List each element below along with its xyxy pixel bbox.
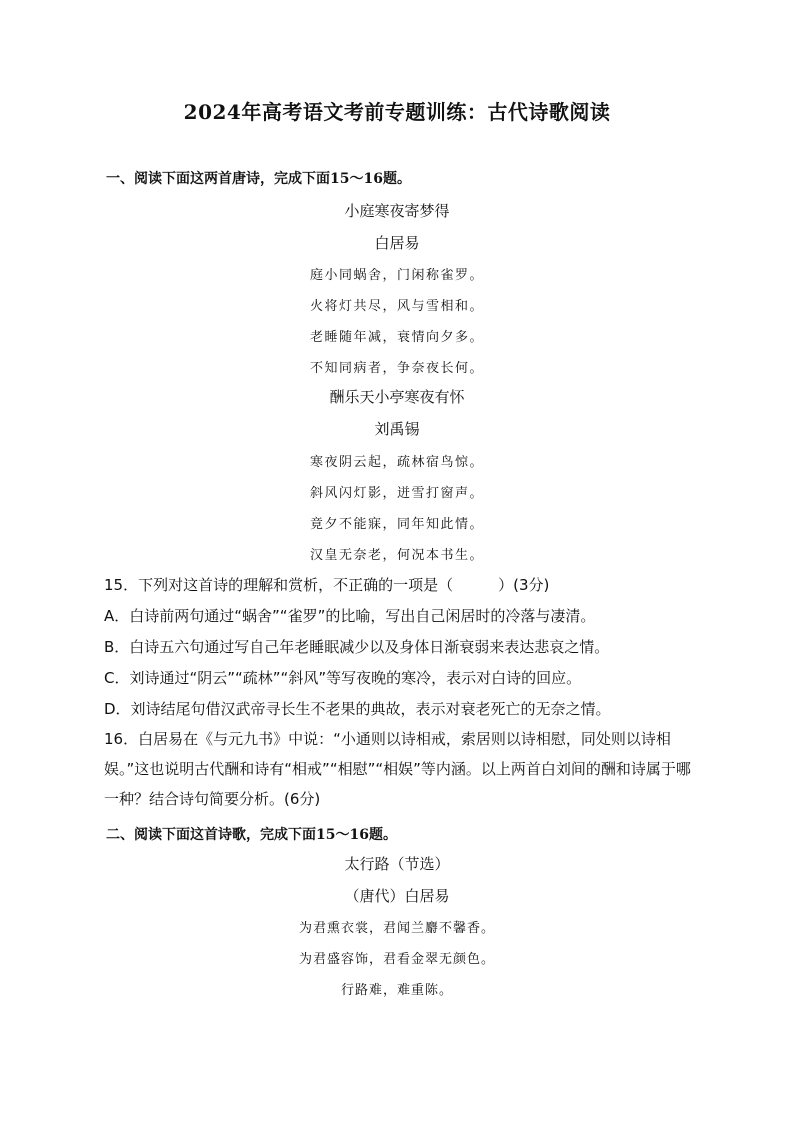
poem2-line: 寒夜阴云起，疏林宿鸟惊。 <box>309 455 484 470</box>
question-15-option-d: D．刘诗结尾句借汉武帝寻长生不老果的典故，表示对衰老死亡的无奈之情。 <box>104 700 611 718</box>
poem3-title: 太行路（节选） <box>344 855 450 873</box>
poem2-author: 刘禹锡 <box>374 420 420 438</box>
poem2-line: 汉皇无奈老，何况本书生。 <box>309 548 484 563</box>
poem1-line: 老睡随年减，衰情向夕多。 <box>309 330 484 345</box>
poem3-line: 为君盛容饰，君看金翠无颜色。 <box>298 952 495 967</box>
page-title: 2024年高考语文考前专题训练：古代诗歌阅读 <box>183 100 611 124</box>
poem3-author: （唐代）白居易 <box>344 887 450 905</box>
poem2-line: 斜风闪灯影，迸雪打窗声。 <box>309 486 484 501</box>
question-15-option-b: B．白诗五六句通过写自己年老睡眠减少以及身体日渐衰弱来表达悲哀之情。 <box>104 638 610 656</box>
section1-heading: 一、阅读下面这两首唐诗，完成下面15～16题。 <box>106 171 411 187</box>
poem1-line: 庭小同蜗舍，门闲称雀罗。 <box>309 268 484 283</box>
poem1-line: 不知同病者，争奈夜长何。 <box>309 361 484 376</box>
question-16: 16．白居易在《与元九书》中说：“小通则以诗相戒，索居则以诗相慰，同处则以诗相娱。”这也说明古代酬和诗有“相戒”“相慰”“相娱”等内涵。以上两首白刘间的酬和诗属于哪一种？结合诗句简要分析。(6分) <box>104 730 691 808</box>
question-15-option-c: C．刘诗通过“阴云”“疏林”“斜风”等写夜晚的寒冷，表示对白诗的回应。 <box>104 669 582 687</box>
section2-heading: 二、阅读下面这首诗歌，完成下面15～16题。 <box>106 827 397 843</box>
question-15-stem: 15．下列对这首诗的理解和赏析，不正确的一项是（ ）(3分) <box>104 576 550 594</box>
poem3-line: 行路难，难重陈。 <box>340 983 453 998</box>
question-15-option-a: A．白诗前两句通过“蜗舍”“雀罗”的比喻，写出自己闲居时的冷落与凄清。 <box>104 607 596 625</box>
poem1-line: 火将灯共尽，风与雪相和。 <box>309 299 484 314</box>
poem3-line: 为君熏衣裳，君闻兰麝不馨香。 <box>298 921 495 936</box>
poem2-title: 酬乐天小亭寒夜有怀 <box>329 388 465 406</box>
poem1-author: 白居易 <box>374 234 420 252</box>
poem2-line: 竟夕不能寐，同年知此情。 <box>309 517 484 532</box>
poem1-title: 小庭寒夜寄梦得 <box>344 202 450 220</box>
